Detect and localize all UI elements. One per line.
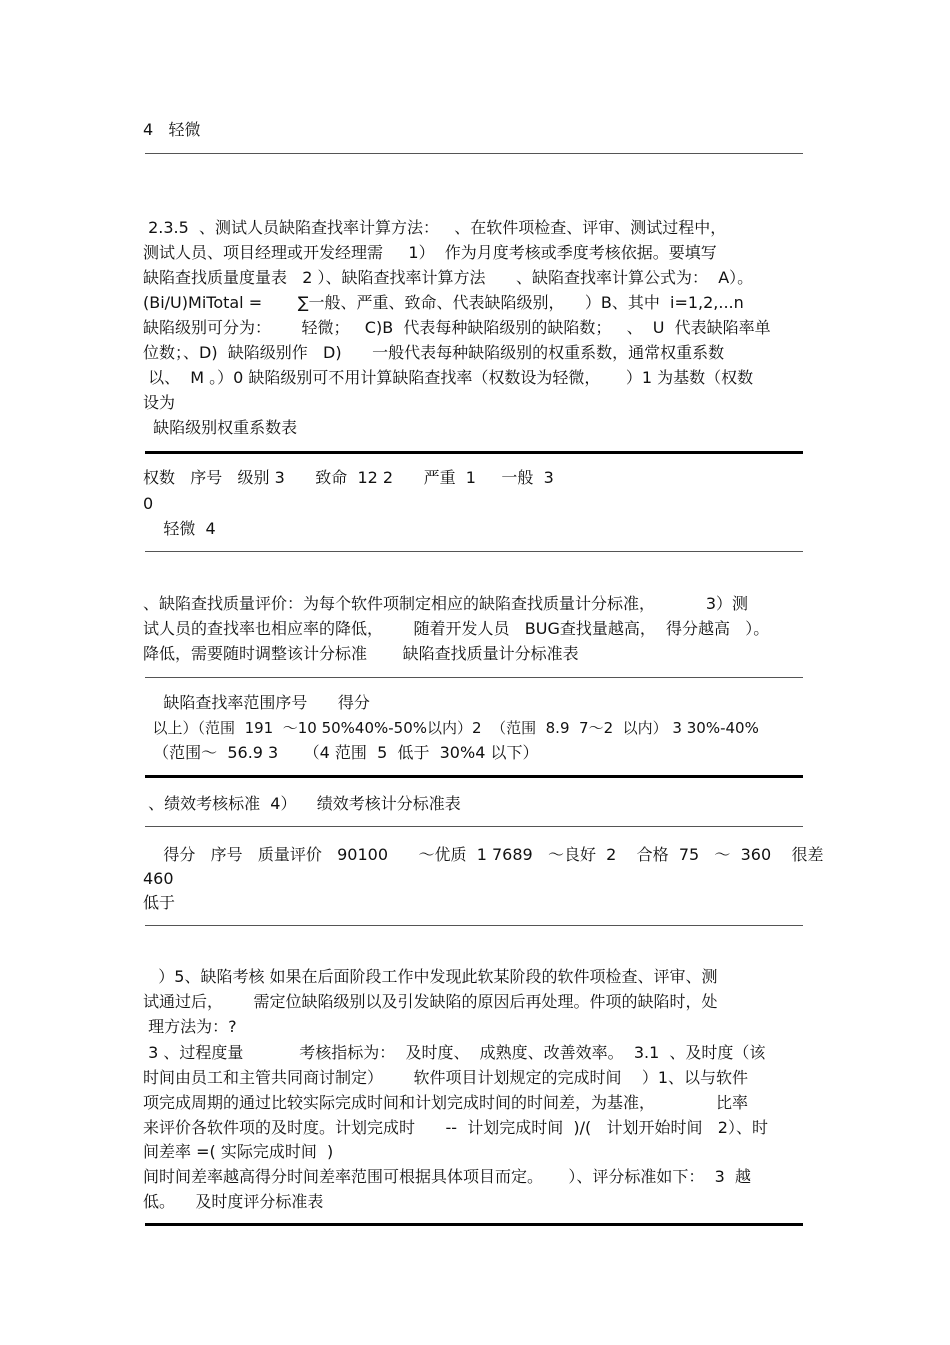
text-line: 间时间差率越高得分时间差率范围可根据具体项目而定。 ）、评分标准如下： 3 越 [143,1167,751,1186]
divider-thick [145,775,803,778]
table-row: 以上）（范围 191 ～10 50%40%-50%以内）2 （范围 8.9 7～2 以内） 3 30%-40% [143,719,759,737]
divider-thick [145,451,803,454]
table-row: 得分 序号 质量评价 90100 ～优质 1 7689 ～良好 2 合格 75 ～ 360 很差 [143,845,824,864]
table-row: 缺陷查找率范围序号 得分 [143,693,370,712]
table-row: （范围～ 56.9 3 （4 范围 5 低于 30%4 以下） [143,743,539,762]
divider-thin [145,551,803,552]
table-row: 低于 [143,893,176,912]
text-line: 缺陷查找质量度量表 2 ）、缺陷查找率计算方法 、缺陷查找率计算公式为： A）。 [143,268,754,287]
table-row: 0 [143,494,154,513]
text-line: 降低，需要随时调整该计分标准 缺陷查找质量计分标准表 [143,644,579,663]
text-line: 项完成周期的通过比较实际完成时间和计划完成时间的时间差，为基准， 比率 [143,1093,749,1112]
text-line: 试通过后， 需定位缺陷级别以及引发缺陷的原因后再处理。件项的缺陷时，处 [143,992,718,1011]
table-row: 460 [143,869,174,888]
text-line: 测试人员、项目经理或开发经理需 1） 作为月度考核或季度考核依据。要填写 [143,243,717,262]
divider-thin [145,153,803,154]
text-line: 设为 [143,393,176,412]
text-line: 位数；、D) 缺陷级别作 D) 一般代表每种缺陷级别的权重系数，通常权重系数 [143,343,725,362]
divider-thin [145,826,803,827]
text-line: ）5、缺陷考核 如果在后面阶段工作中发现此软某阶段的软件项检查、评审、测 [143,967,718,986]
divider-thick [145,1223,803,1226]
table-row: 轻微 4 [143,519,216,538]
text-line: 来评价各软件项的及时度。计划完成时 -- 计划完成时间 )/( 计划开始时间 2）、时 [143,1118,768,1137]
text-line: 3 、过程度量 考核指标为： 及时度、 成熟度、改善效率。 3.1 、及时度（该 [143,1043,766,1062]
text-line: 4 轻微 [143,120,201,139]
divider-thin [145,925,803,926]
text-line: 缺陷级别可分为： 轻微； C)B 代表每种缺陷级别的缺陷数； 、 U 代表缺陷率单 [143,318,771,337]
text-line: 试人员的查找率也相应率的降低， 随着开发人员 BUG查找量越高， 得分越高 ）。 [143,619,770,638]
text-line: (Bi/U)MiTotal = ∑一般、严重、致命、代表缺陷级别， ）B、其中 i=1,2,...n [143,293,744,312]
section-heading: 、绩效考核标准 4） 绩效考核计分标准表 [143,794,461,813]
divider-thin [145,677,803,678]
text-line: 、缺陷查找质量评价：为每个软件项制定相应的缺陷查找质量计分标准， 3）测 [143,594,749,613]
text-line: 低。 及时度评分标准表 [143,1192,324,1211]
table-caption: 缺陷级别权重系数表 [143,418,298,437]
text-line: 以、 M 。）0 缺陷级别可不用计算缺陷查找率（权数设为轻微， ）1 为基数（权数 [143,368,754,387]
text-line: 理方法为：? [143,1017,237,1036]
text-line: 时间由员工和主管共同商讨制定） 软件项目计划规定的完成时间 ）1、以与软件 [143,1068,749,1087]
table-row: 权数 序号 级别 3 致命 12 2 严重 1 一般 3 [143,468,554,487]
text-line: 2.3.5 、测试人员缺陷查找率计算方法： 、在软件项检查、评审、测试过程中， [143,218,727,237]
text-line: 间差率 =( 实际完成时间 ) [143,1142,334,1161]
